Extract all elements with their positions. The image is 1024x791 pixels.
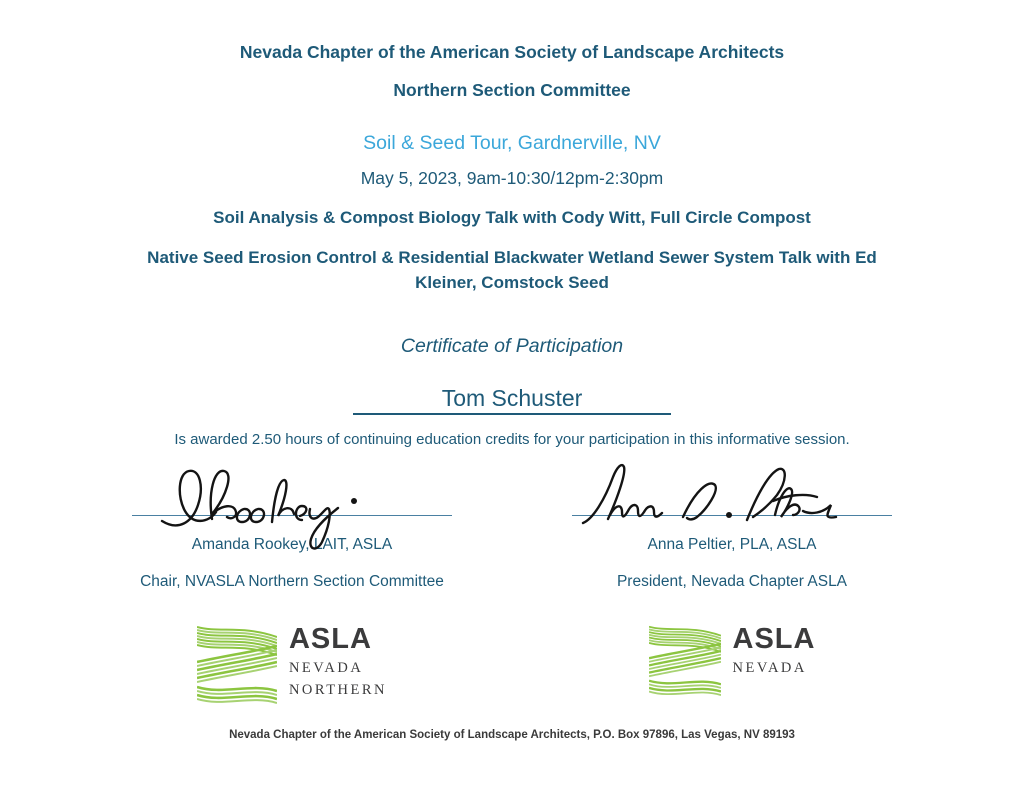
signatory-title-left: Chair, NVASLA Northern Section Committee [140, 573, 444, 591]
signatory-name-right: Anna Peltier, PLA, ASLA [647, 535, 817, 553]
event-datetime: May 5, 2023, 9am-10:30/12pm-2:30pm [360, 167, 664, 188]
signature-amanda-rookey-image [142, 457, 442, 552]
logo-text-right [733, 624, 816, 676]
certificate-heading: Certificate of Participation [400, 335, 624, 358]
asla-field-lines-icon [649, 624, 721, 696]
logo-org-left: ASLA [288, 622, 372, 655]
award-text: Is awarded 2.50 hours of continuing education credits for your participation in this informative session. [174, 430, 850, 448]
logo-org-right: ASLA [732, 622, 816, 655]
signature-block-left [132, 457, 452, 590]
signature-row [0, 457, 1024, 590]
logo-text-left [289, 624, 387, 697]
talk-title-2: Native Seed Erosion Control & Residential Blackwater Wetland Sewer System Talk with Ed Kleiner, Comstock Seed [147, 248, 877, 292]
signature-block-right [572, 457, 892, 590]
signature-anna-peltier-image [577, 457, 887, 537]
logo-row [0, 624, 1024, 704]
recipient-name: Tom Schuster [441, 384, 583, 411]
logo-region-left-2: NORTHERN [288, 681, 388, 698]
signature-anna-peltier [572, 457, 892, 515]
signatory-title-right: President, Nevada Chapter ASLA [616, 573, 848, 591]
event-tour-name: Soil & Seed Tour, Gardnerville, NV [363, 132, 661, 154]
asla-nevada-logo [649, 624, 816, 696]
logo-col-left [132, 624, 452, 704]
org-title-line2: Northern Section Committee [393, 79, 631, 100]
org-title-line1: Nevada Chapter of the American Society of Landscape Architects [239, 42, 785, 62]
logo-col-right [572, 624, 892, 696]
signature-amanda-rookey [132, 457, 452, 515]
recipient-underline [353, 384, 671, 415]
signatory-name-left: Amanda Rookey, LAIT, ASLA [191, 535, 393, 553]
talk-title-1: Soil Analysis & Compost Biology Talk with Cody Witt, Full Circle Compost [213, 208, 811, 227]
asla-nevada-northern-logo [197, 624, 387, 704]
logo-region-left-1: NEVADA [288, 660, 364, 677]
logo-region-right-1: NEVADA [732, 660, 807, 677]
asla-field-lines-icon [197, 624, 277, 704]
footer-address: Nevada Chapter of the American Society of Landscape Architects, P.O. Box 97896, Las Vegas, NV 89193 [229, 728, 795, 741]
